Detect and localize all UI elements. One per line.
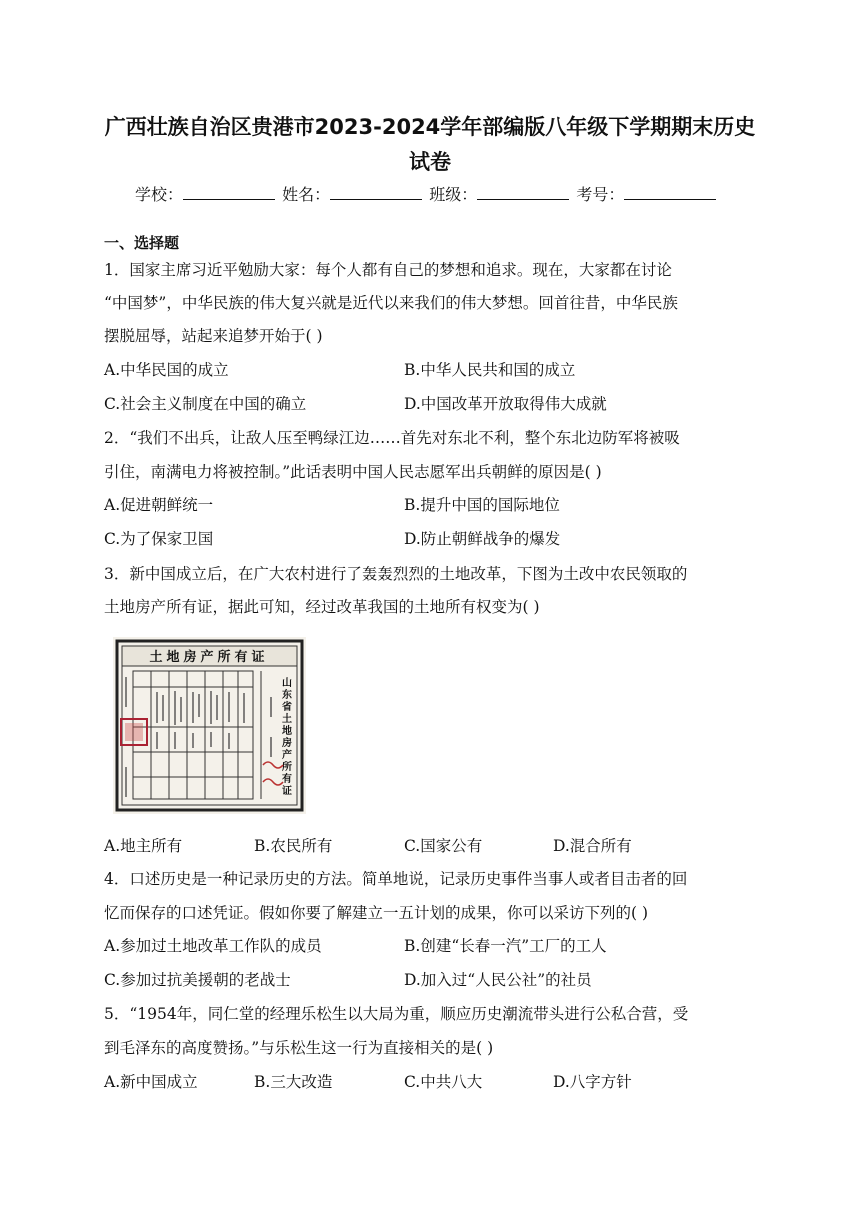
question-4-option-d[interactable]: D.加入过“人民公社”的社员 [404,971,592,989]
question-5-line-2: 到毛泽东的高度赞扬。”与乐松生这一行为直接相关的是( ) [104,1039,494,1057]
question-3-line-2: 土地房产所有证，据此可知，经过改革我国的土地所有权变为( ) [104,598,540,616]
question-5-option-c[interactable]: C.中共八大 [404,1073,483,1091]
certificate-header-text: 土地房产所有证 [149,650,269,665]
class-blank[interactable] [477,183,569,200]
question-4-option-a[interactable]: A.参加过土地改革工作队的成员 [104,937,322,955]
school-blank[interactable] [183,183,275,200]
exam-title-line2: 试卷 [409,150,451,174]
question-5-option-a[interactable]: A.新中国成立 [104,1073,198,1091]
question-3-option-b[interactable]: B.农民所有 [254,837,333,855]
question-1-option-b[interactable]: B.中华人民共和国的成立 [404,361,576,379]
question-5-line-1: 5．“1954年，同仁堂的经理乐松生以大局为重，顺应历史潮流带头进行公私合营，受 [104,1005,689,1023]
question-2-option-b[interactable]: B.提升中国的国际地位 [404,496,560,514]
question-4-option-c[interactable]: C.参加过抗美援朝的老战士 [104,971,291,989]
question-4-line-2: 忆而保存的口述凭证。假如你要了解建立一五计划的成果，你可以采访下列的( ) [104,904,649,922]
question-4-line-1: 4．口述历史是一种记录历史的方法。简单地说，记录历史事件当事人或者目击者的回 [104,870,688,888]
exam-number-label: 考号： [576,185,625,204]
question-2-option-d[interactable]: D.防止朝鲜战争的爆发 [404,530,561,548]
land-certificate-image [113,637,306,814]
question-5-option-d[interactable]: D.八字方针 [553,1073,632,1091]
question-1-line-1: 1．国家主席习近平勉励大家：每个人都有自己的梦想和追求。现在，大家都在讨论 [104,261,672,279]
question-1-option-a[interactable]: A.中华民国的成立 [104,361,229,379]
name-label: 姓名： [282,185,331,204]
exam-title-line1: 广西壮族自治区贵港市2023-2024学年部编版八年级下学期期末历史 [104,115,756,139]
exam-number-blank[interactable] [624,183,716,200]
question-2-option-a[interactable]: A.促进朝鲜统一 [104,496,214,514]
name-blank[interactable] [330,183,422,200]
question-4-option-b[interactable]: B.创建“长春一汽”工厂的工人 [404,937,607,955]
student-info-row [135,183,718,207]
school-label: 学校： [135,185,184,204]
question-1-option-c[interactable]: C.社会主义制度在中国的确立 [104,395,307,413]
class-label: 班级： [429,185,478,204]
section-heading: 一、选择题 [104,234,180,252]
question-1-line-2: “中国梦”，中华民族的伟大复兴就是近代以来我们的伟大梦想。回首往昔，中华民族 [104,294,678,312]
question-1-option-d[interactable]: D.中国改革开放取得伟大成就 [404,395,607,413]
question-5-option-b[interactable]: B.三大改造 [254,1073,333,1091]
question-2-line-1: 2．“我们不出兵，让敌人压至鸭绿江边……首先对东北不利，整个东北边防军将被吸 [104,429,680,447]
question-2-line-2: 引住，南满电力将被控制。”此话表明中国人民志愿军出兵朝鲜的原因是( ) [104,463,602,481]
certificate-side-title: 山东省土地房产所有证 [279,677,291,797]
question-3-option-c[interactable]: C.国家公有 [404,837,483,855]
question-3-option-d[interactable]: D.混合所有 [553,837,632,855]
question-3-option-a[interactable]: A.地主所有 [104,837,183,855]
question-1-line-3: 摆脱屈辱，站起来追梦开始于( ) [104,327,323,345]
question-2-option-c[interactable]: C.为了保家卫国 [104,530,214,548]
question-3-line-1: 3．新中国成立后，在广大农村进行了轰轰烈烈的土地改革，下图为土改中农民领取的 [104,565,688,583]
